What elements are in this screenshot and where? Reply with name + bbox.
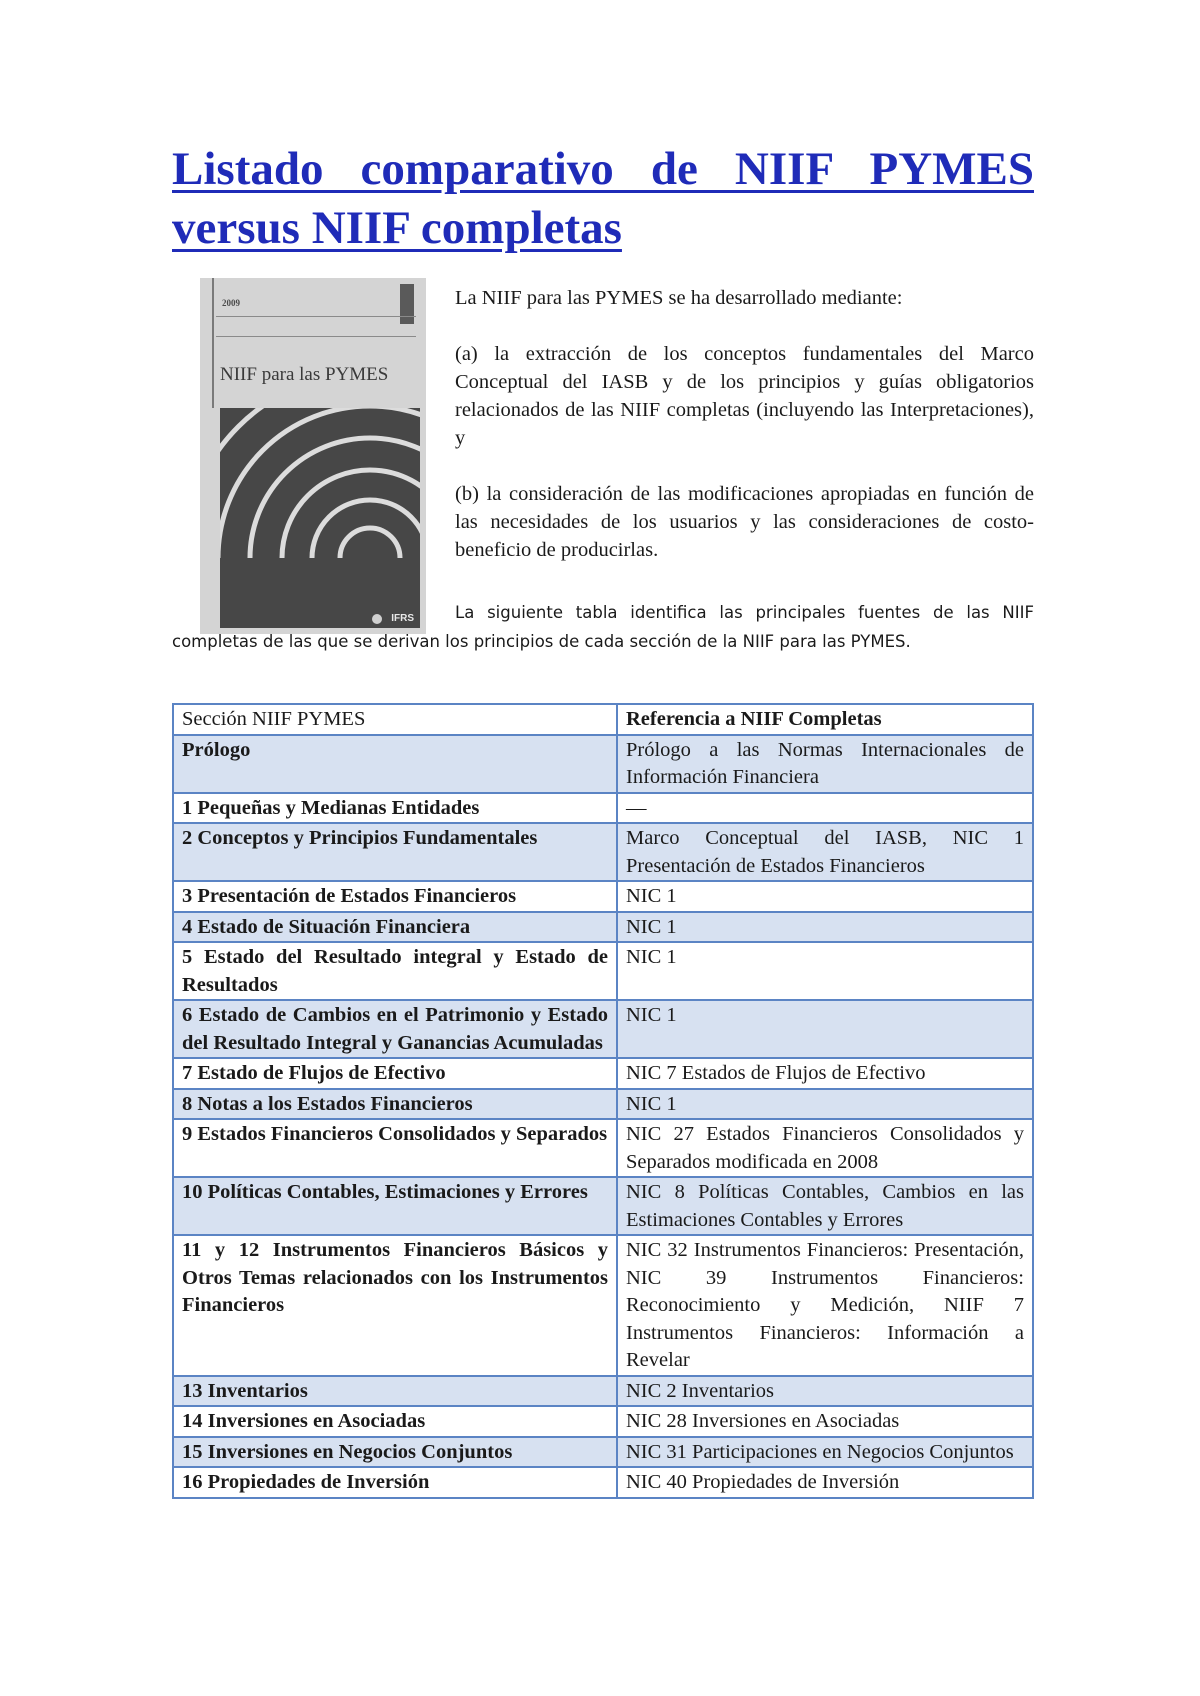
arcs-graphic (220, 408, 420, 628)
reference-cell: Prólogo a las Normas Internacionales de Información Financiera (617, 735, 1033, 793)
table-row (173, 1376, 1033, 1407)
cover-year: 2009 (222, 298, 240, 308)
table-row (173, 1437, 1033, 1468)
table-row (173, 793, 1033, 824)
section-cell: 5 Estado del Resultado integral y Estado de Resultados (173, 942, 617, 1000)
table-row (173, 1467, 1033, 1498)
reference-cell: NIC 8 Políticas Contables, Cambios en las Estimaciones Contables y Errores (617, 1177, 1033, 1235)
section-cell: 10 Políticas Contables, Estimaciones y Errores (173, 1177, 617, 1235)
table-row (173, 1000, 1033, 1058)
reference-cell: NIC 31 Participaciones en Negocios Conjuntos (617, 1437, 1033, 1468)
cover-rule (216, 336, 416, 337)
section-cell: 8 Notas a los Estados Financieros (173, 1089, 617, 1120)
reference-cell: NIC 1 (617, 1089, 1033, 1120)
reference-cell: NIC 2 Inventarios (617, 1376, 1033, 1407)
table-row (173, 881, 1033, 912)
reference-cell: NIC 1 (617, 912, 1033, 943)
book-cover-image (200, 278, 426, 634)
cover-title: NIIF para las PYMES (220, 364, 389, 385)
document-page (172, 140, 1034, 1493)
section-cell: 11 y 12 Instrumentos Financieros Básicos y Otros Temas relacionados con los Instrumentos Financieros (173, 1235, 617, 1376)
table-row (173, 1235, 1033, 1376)
table-row (173, 1058, 1033, 1089)
reference-cell: NIC 28 Inversiones en Asociadas (617, 1406, 1033, 1437)
section-cell: 16 Propiedades de Inversión (173, 1467, 617, 1498)
reference-cell: NIC 32 Instrumentos Financieros: Presentación, NIC 39 Instrumentos Financieros: Reconocimiento y Medición, NIIF 7 Instrumentos Financieros: Información a Revelar (617, 1235, 1033, 1376)
reference-cell: Marco Conceptual del IASB, NIC 1 Presentación de Estados Financieros (617, 823, 1033, 881)
cover-decoration (400, 284, 414, 324)
table-header-row (173, 704, 1033, 735)
table-row (173, 1089, 1033, 1120)
table-row (173, 942, 1033, 1000)
cover-decoration (212, 278, 214, 408)
section-cell: 1 Pequeñas y Medianas Entidades (173, 793, 617, 824)
table-intro-paragraph: La siguiente tabla identifica las principales fuentes de las NIIF completas de las que se derivan los principios de cada sección de la NIIF para las PYMES. (172, 603, 1034, 651)
reference-cell: NIC 1 (617, 881, 1033, 912)
intro-paragraph: La NIIF para las PYMES se ha desarrollado mediante: (455, 287, 903, 309)
reference-cell: NIC 1 (617, 942, 1033, 1000)
cover-logo: IFRS (391, 613, 414, 624)
table-row (173, 1119, 1033, 1177)
section-cell: 3 Presentación de Estados Financieros (173, 881, 617, 912)
section-cell: 9 Estados Financieros Consolidados y Separados (173, 1119, 617, 1177)
section-cell: 14 Inversiones en Asociadas (173, 1406, 617, 1437)
section-cell: 13 Inventarios (173, 1376, 617, 1407)
comparison-table (172, 703, 1034, 1499)
header-cell-reference: Referencia a NIIF Completas (617, 704, 1033, 735)
section-cell: 15 Inversiones en Negocios Conjuntos (173, 1437, 617, 1468)
cover-arcs-artwork (220, 408, 420, 628)
intro-paragraph: (b) la consideración de las modificaciones apropiadas en función de las necesidades de los usuarios y las consideraciones de costo-beneficio de producirlas. (455, 483, 1034, 561)
table-row (173, 1406, 1033, 1437)
table-row (173, 735, 1033, 793)
reference-cell: NIC 27 Estados Financieros Consolidados y Separados modificada en 2008 (617, 1119, 1033, 1177)
document-title: Listado comparativo de NIIF PYMES versus NIIF completas (172, 143, 1034, 254)
reference-cell: NIC 7 Estados de Flujos de Efectivo (617, 1058, 1033, 1089)
reference-cell: NIC 40 Propiedades de Inversión (617, 1467, 1033, 1498)
section-cell: 6 Estado de Cambios en el Patrimonio y Estado del Resultado Integral y Ganancias Acumuladas (173, 1000, 617, 1058)
table-row (173, 823, 1033, 881)
section-cell: Prólogo (173, 735, 617, 793)
section-cell: 7 Estado de Flujos de Efectivo (173, 1058, 617, 1089)
cover-rule (216, 316, 416, 317)
intro-text (455, 284, 1034, 592)
section-cell: 4 Estado de Situación Financiera (173, 912, 617, 943)
table-row (173, 1177, 1033, 1235)
reference-cell: NIC 1 (617, 1000, 1033, 1058)
intro-section (172, 276, 1034, 686)
section-cell: 2 Conceptos y Principios Fundamentales (173, 823, 617, 881)
table-row (173, 912, 1033, 943)
reference-cell: — (617, 793, 1033, 824)
intro-paragraph: (a) la extracción de los conceptos fundamentales del Marco Conceptual del IASB y de los principios y guías obligatorios relacionados de las NIIF completas (incluyendo las Interpretaciones), y (455, 343, 1034, 449)
header-cell-section: Sección NIIF PYMES (173, 704, 617, 735)
